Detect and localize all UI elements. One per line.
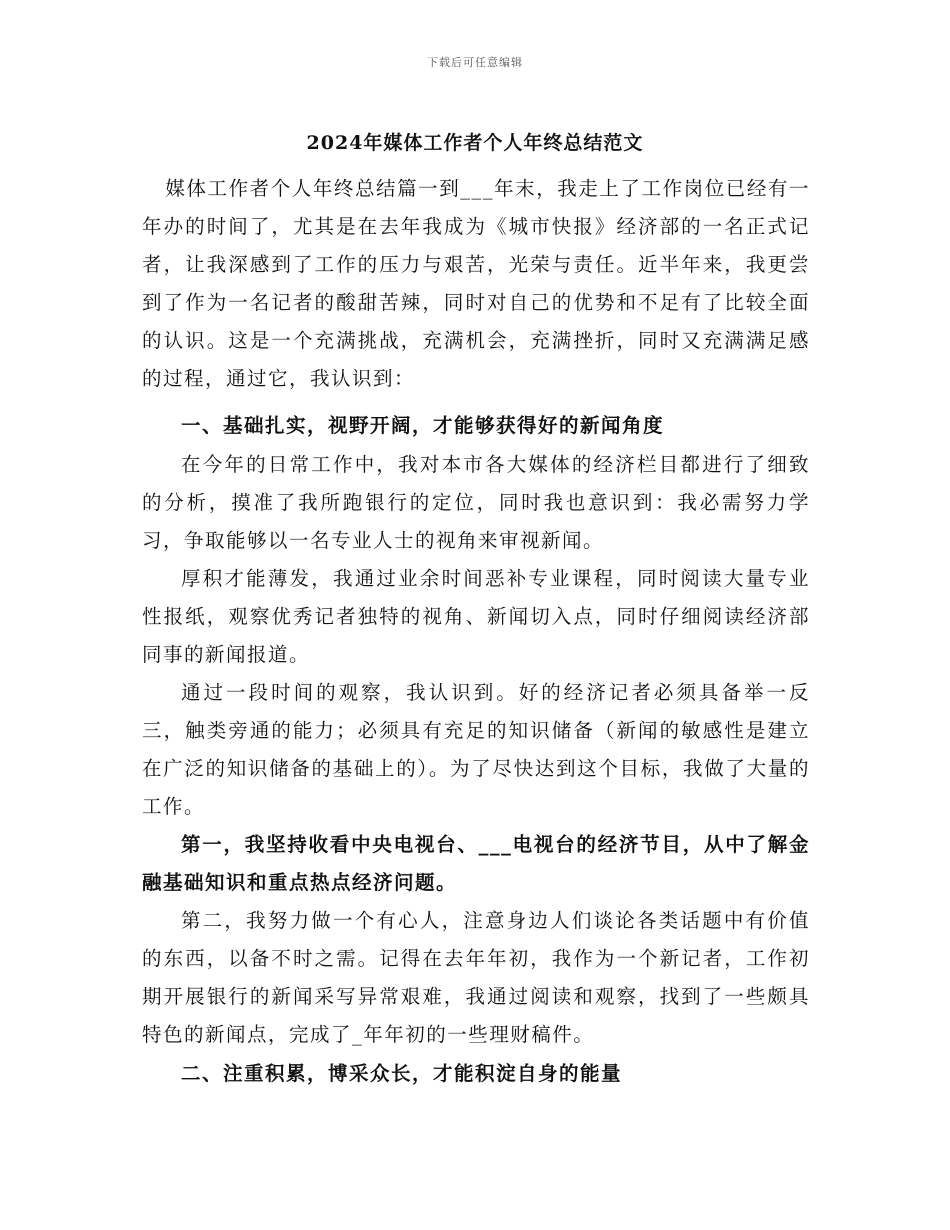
intro-paragraph: 媒体工作者个人年终总结篇一到___年末，我走上了工作岗位已经有一年办的时间了，尤其是在去年我成为《城市快报》经济部的一名正式记者，让我深感到了工作的压力与艰苦，光荣与责任。近半年来，我更尝到了作为一名记者的酸甜苦辣，同时对自己的优势和不足有了比较全面的认识。这是一个充满挑战，充满机会，充满挫折，同时又充满满足感的过程，通过它，我认识到：	[142, 177, 810, 390]
body-paragraph: 在今年的日常工作中，我对本市各大媒体的经济栏目都进行了细致的分析，摸准了我所跑银行的定位，同时我也意识到：我必需努力学习，争取能够以一名专业人士的视角来审视新闻。	[142, 453, 810, 552]
document-body	[142, 170, 810, 1094]
bold-paragraph: 第一，我坚持收看中央电视台、___电视台的经济节目，从中了解金融基础知识和重点热点经济问题。	[142, 833, 810, 894]
document-title: 2024年媒体工作者个人年终总结范文	[306, 132, 644, 154]
section-heading-1: 一、基础扎实，视野开阔，才能够获得好的新闻角度	[181, 414, 665, 437]
body-paragraph: 通过一段时间的观察，我认识到。好的经济记者必须具备举一反三，触类旁通的能力；必须具有充足的知识储备（新闻的敏感性是建立在广泛的知识储备的基础上的）。为了尽快达到这个目标，我做了大量的工作。	[142, 681, 810, 818]
header-note: 下载后可任意编辑	[427, 56, 523, 69]
body-paragraph: 第二，我努力做一个有心人，注意身边人们谈论各类话题中有价值的东西，以备不时之需。记得在去年年初，我作为一个新记者，工作初期开展银行的新闻采写异常艰难，我通过阅读和观察，找到了一些颇具特色的新闻点，完成了_年年初的一些理财稿件。	[142, 909, 810, 1046]
section-heading-2: 二、注重积累，博采众长，才能积淀自身的能量	[181, 1062, 623, 1085]
body-paragraph: 厚积才能薄发，我通过业余时间恶补专业课程，同时阅读大量专业性报纸，观察优秀记者独特的视角、新闻切入点，同时仔细阅读经济部同事的新闻报道。	[142, 567, 810, 666]
